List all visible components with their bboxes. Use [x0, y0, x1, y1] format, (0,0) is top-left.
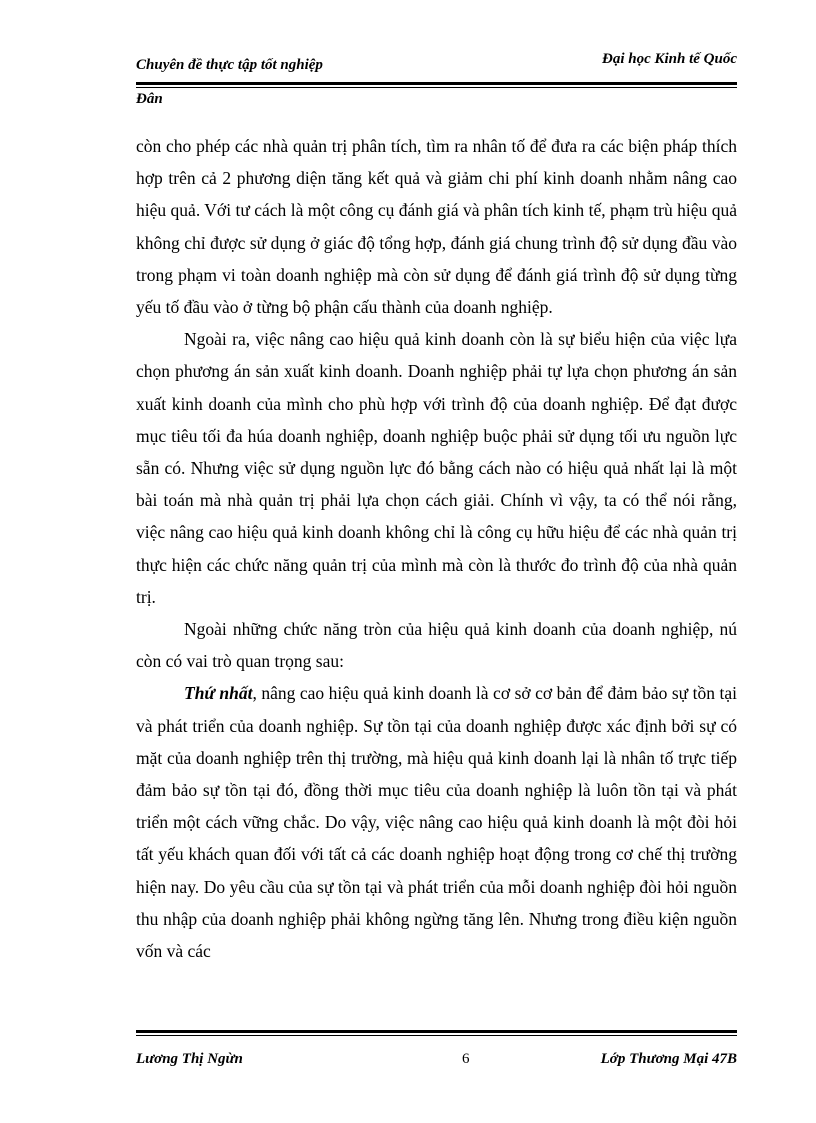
paragraph-4	[136, 677, 737, 967]
footer-author: Lương Thị Ngừn	[136, 1051, 243, 1067]
footer-rule	[136, 1030, 737, 1034]
header-right-title: Đại học Kinh tế Quốc	[601, 51, 737, 67]
page-footer	[136, 1030, 737, 1070]
header-left-wrap: Đân	[136, 91, 163, 107]
paragraph-4-text: , nâng cao hiệu quả kinh doanh là cơ sở cơ bản để đảm bảo sự tồn tại và phát triển của doanh nghiệp. Sự tồn tại của doanh nghiệp được xác định bởi sự có mặt của doanh nghiệp trên thị trường, mà hiệu quả kinh doanh lại là nhân tố trực tiếp đảm bảo sự tồn tại đó, đồng thời mục tiêu của doanh nghiệp là luôn tồn tại và phát triển một cách vững chắc. Do vậy, việc nâng cao hiệu quả kinh doanh là một đòi hỏi tất yếu khách quan đối với tất cả các doanh nghiệp hoạt động trong cơ chế thị trường hiện nay. Do yêu cầu của sự tồn tại và phát triển của mỗi doanh nghiệp đòi hỏi nguồn thu nhập của doanh nghiệp phải không ngừng tăng lên. Nhưng trong điều kiện nguồn vốn và các	[136, 683, 737, 962]
paragraph-2: Ngoài ra, việc nâng cao hiệu quả kinh doanh còn là sự biểu hiện của việc lựa chọn phương án sản xuất kinh doanh. Doanh nghiệp phải tự lựa chọn phương án sản xuất kinh doanh của mình cho phù hợp với trình độ của doanh nghiệp. Để đạt được mục tiêu tối đa húa doanh nghiệp, doanh nghiệp buộc phải sử dụng tối ưu nguồn lực sẵn có. Nhưng việc sử dụng nguồn lực đó bằng cách nào có hiệu quả nhất lại là một bài toán mà nhà quản trị phải lựa chọn cách giải. Chính vì vậy, ta có thể nói rằng, việc nâng cao hiệu quả kinh doanh không chỉ là công cụ hữu hiệu để các nhà quản trị thực hiện các chức năng quản trị của mình mà còn là thước đo trình độ của nhà quản trị.	[136, 329, 737, 607]
page-header	[136, 48, 737, 107]
header-left-text: Chuyên đề thực tập tốt nghiệp	[136, 57, 323, 73]
page-number: 6	[462, 1051, 470, 1067]
footer-class: Lớp Thương Mại 47B	[600, 1051, 737, 1067]
body-text	[136, 130, 737, 967]
header-rule	[136, 82, 737, 86]
paragraph-3: Ngoài những chức năng tròn của hiệu quả kinh doanh của doanh nghiệp, nú còn có vai trò quan trọng sau:	[136, 619, 737, 672]
paragraph-4-lead: Thứ nhất	[184, 683, 253, 704]
paragraph-1: còn cho phép các nhà quản trị phân tích, tìm ra nhân tố để đưa ra các biện pháp thích hợp trên cả 2 phương diện tăng kết quả và giảm chi phí kinh doanh nhằm nâng cao hiệu quả. Với tư cách là một công cụ đánh giá và phân tích kinh tế, phạm trù hiệu quả không chỉ được sử dụng ở giác độ tổng hợp, đánh giá chung trình độ sử dụng đầu vào trong phạm vi toàn doanh nghiệp mà còn sử dụng để đánh giá trình độ sử dụng từng yếu tố đầu vào ở từng bộ phận cấu thành của doanh nghiệp.	[136, 136, 737, 318]
